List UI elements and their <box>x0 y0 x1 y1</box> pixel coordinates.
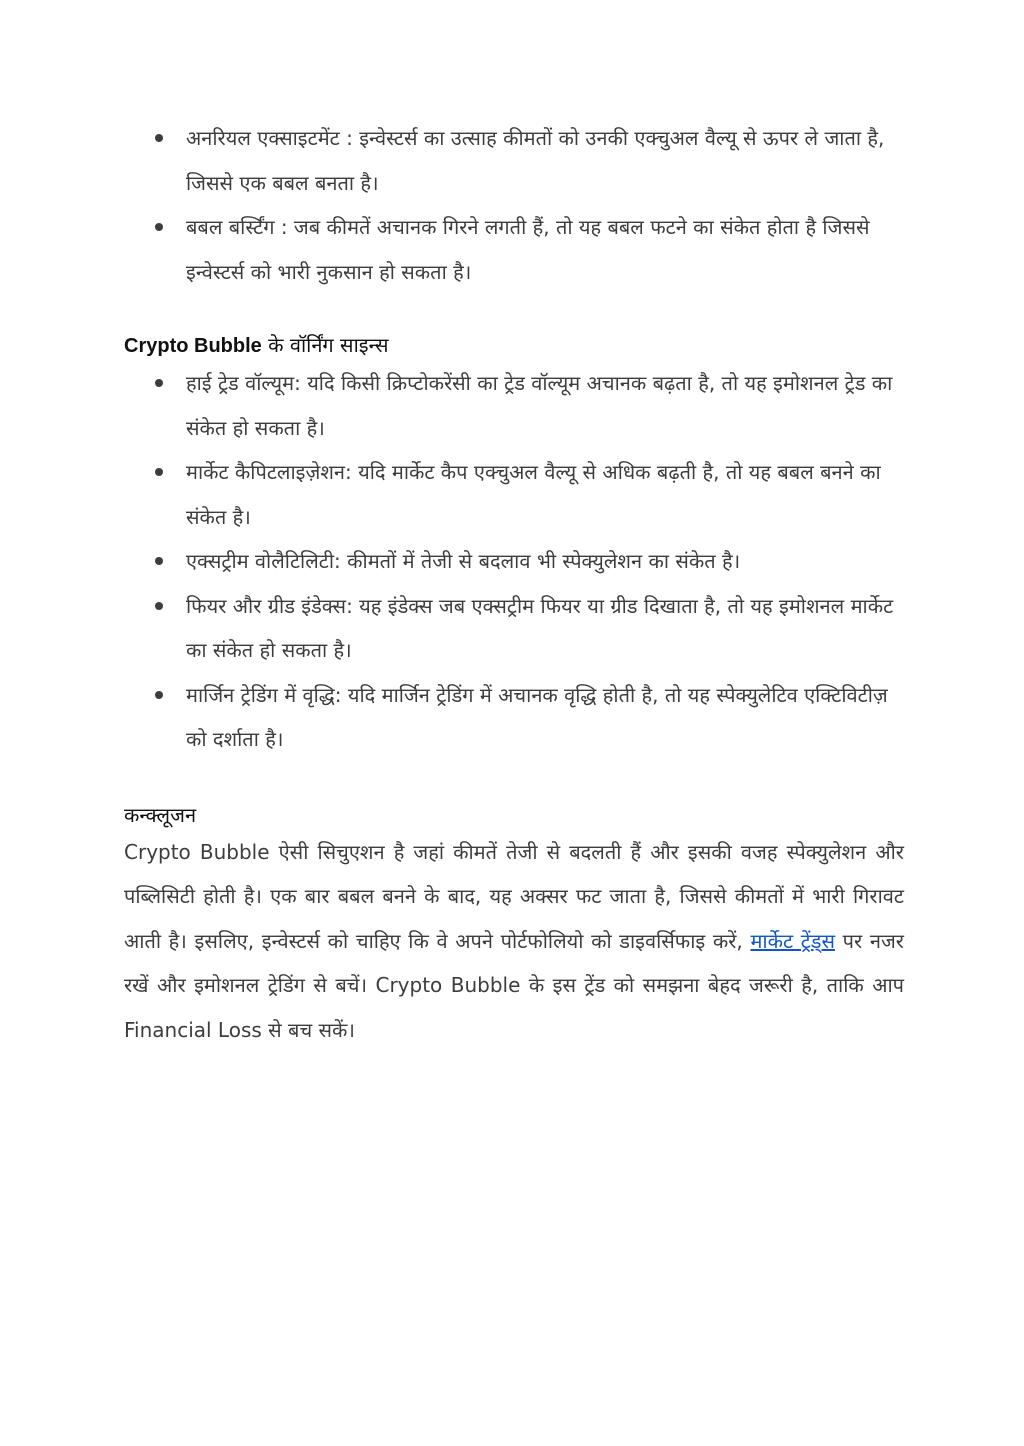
list-item-text: अनरियल एक्साइटमेंट : इन्वेस्टर्स का उत्साह कीमतों को उनकी एक्चुअल वैल्यू से ऊपर ले जाता है, जिससे एक बबल बनता है। <box>186 126 885 195</box>
list-item <box>124 361 904 450</box>
list-item <box>124 450 904 539</box>
conclusion-text-before-link: Crypto Bubble ऐसी सिचुएशन है जहां कीमतें तेजी से बदलती हैं और इसकी वजह स्पेक्युलेशन और पब्लिसिटी होती है। एक बार बबल बनने के बाद, यह अक्सर फट जाता है, जिससे कीमतों में भारी गिरावट आती है। इसलिए, इन्वेस्टर्स को चाहिए कि वे अपने पोर्टफोलियो को डाइवर्सिफाइ करें, <box>124 839 904 953</box>
warning-bullet-list <box>124 361 904 762</box>
heading-bold-text: Crypto Bubble <box>124 335 262 357</box>
list-item-text: मार्केट कैपिटलाइज़ेशन: यदि मार्केट कैप एक्चुअल वैल्यू से अधिक बढ़ती है, तो यह बबल बनने का संकेत है। <box>186 460 881 529</box>
list-item <box>124 673 904 762</box>
list-item <box>124 539 904 584</box>
bullet-icon <box>155 691 163 699</box>
intro-bullet-list <box>124 116 904 294</box>
list-item-text: बबल बर्स्टिंग : जब कीमतें अचानक गिरने लगती हैं, तो यह बबल फटने का संकेत होता है जिससे इन्वेस्टर्स को भारी नुकसान हो सकता है। <box>186 215 870 284</box>
bullet-icon <box>155 557 163 565</box>
bullet-icon <box>155 223 163 231</box>
conclusion-paragraph <box>124 830 904 1053</box>
bullet-icon <box>155 602 163 610</box>
warning-signs-heading <box>124 330 904 361</box>
market-trends-link[interactable]: मार्केट ट्रेंड्स <box>750 928 835 953</box>
list-item-text: एक्सट्रीम वोलैटिलिटी: कीमतों में तेजी से बदलाव भी स्पेक्युलेशन का संकेत है। <box>186 549 741 573</box>
heading-rest-text: के वॉर्निंग साइन्स <box>261 333 389 357</box>
list-item <box>124 584 904 673</box>
document-content <box>124 116 904 1052</box>
list-item-text: मार्जिन ट्रेडिंग में वृद्धि: यदि मार्जिन ट्रेडिंग में अचानक वृद्धि होती है, तो यह स्पेक्युलेटिव एक्टिविटीज़ को दर्शाता है। <box>186 682 888 751</box>
list-item-text: हाई ट्रेड वॉल्यूम: यदि किसी क्रिप्टोकरेंसी का ट्रेड वॉल्यूम अचानक बढ़ता है, तो यह इमोशनल ट्रेड का संकेत हो सकता है। <box>186 371 893 440</box>
conclusion-text-after-link: पर नजर रखें और इमोशनल ट्रेडिंग से बचें। Crypto Bubble के इस ट्रेंड को समझना बेहद जरूरी है, ताकि आप Financial Loss से बच सकें। <box>124 928 904 1042</box>
list-item <box>124 116 904 205</box>
bullet-icon <box>155 379 163 387</box>
conclusion-heading: कन्क्लूजन <box>124 802 197 827</box>
bullet-icon <box>155 134 163 142</box>
list-item <box>124 205 904 294</box>
list-item-text: फियर और ग्रीड इंडेक्स: यह इंडेक्स जब एक्सट्रीम फियर या ग्रीड दिखाता है, तो यह इमोशनल मार्केट का संकेत हो सकता है। <box>186 593 894 662</box>
bullet-icon <box>155 468 163 476</box>
